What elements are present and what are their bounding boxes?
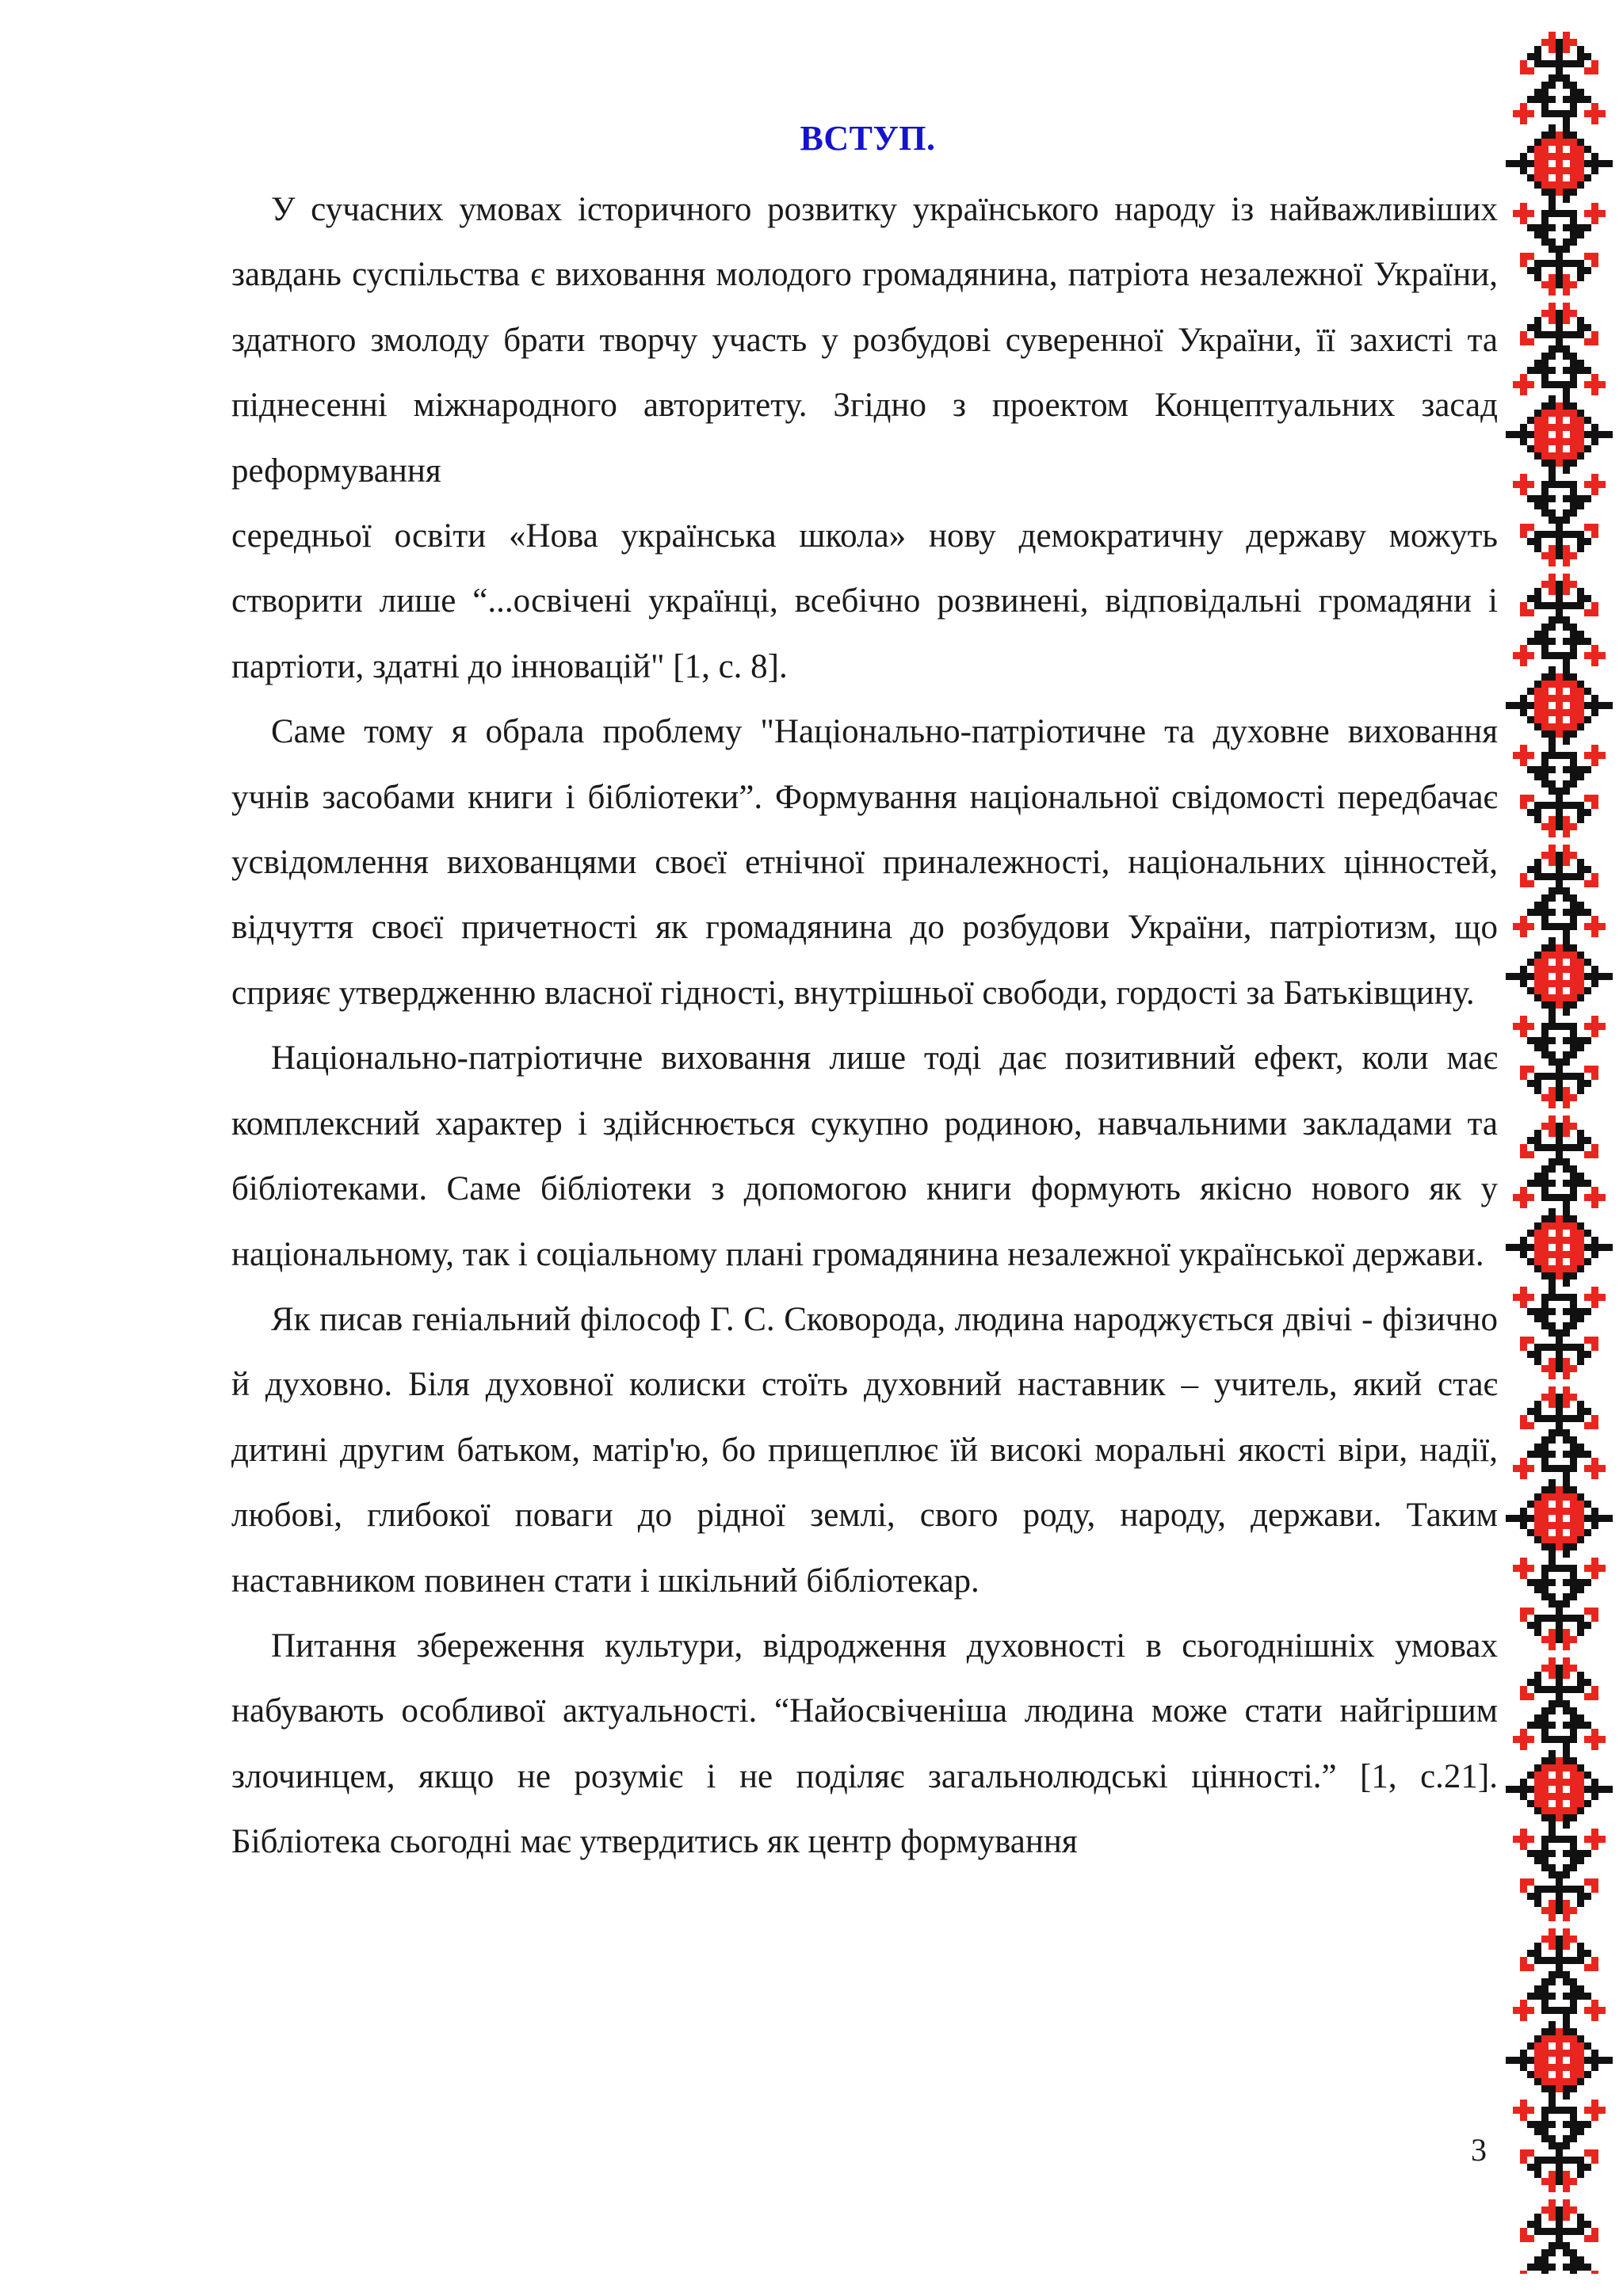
embroidery-motif — [1506, 1928, 1613, 2192]
embroidery-motif — [1506, 845, 1613, 1108]
paragraph-2: Саме тому я обрала проблему "Національно-патріотичне та духовне виховання учнів засобами книги і бібліотеки”. Формування національної свідомості передбачає усвідомлення вихованцями своєї етнічної приналежності, національних цінностей, відчуття своєї причетності як громадянина до розбудови України, патріотизм, що сприяє утвердженню власної гідності, внутрішньої свободи, гордості за Батьківщину. — [231, 713, 1498, 1012]
body-text — [231, 177, 1498, 1875]
embroidery-motif — [1506, 574, 1613, 837]
embroidery-motif — [1506, 303, 1613, 566]
page-title: ВСТУП. — [800, 119, 936, 158]
paragraph-5: Питання збереження культури, відродження духовності в сьогоднішніх умовах набувають особливої актуальності. “Найосвіченіша людина може стати найгіршим злочинцем, якщо не розуміє і не поділяє загальнолюдські цінності.” [1, с.21]. Бібліотека сьогодні має утвердитись як центр формування — [231, 1627, 1498, 1861]
embroidery-motif — [1506, 32, 1613, 296]
paragraph-1: У сучасних умовах історичного розвитку українського народу із найважливіших завдань суспільства є виховання молодого громадянина, патріота незалежної України, здатного змолоду брати творчу участь у розбудові суверенної України, її захисті та піднесенні міжнародного авторитету. Згідно з проектом Концептуальних засад реформування — [231, 191, 1498, 490]
embroidery-motif — [1520, 2199, 1598, 2274]
embroidery-motif — [1506, 1386, 1613, 1650]
page-number: 3 — [1471, 2132, 1487, 2168]
paragraph-1-continued: середньої освіти «Нова українська школа» нову демократичну державу можуть створити лише “...освічені українці, всебічно розвинені, відповідальні громадяни і партіоти, здатні до інновацій" [1, с. 8]. — [231, 517, 1498, 685]
embroidery-border-icon — [1504, 32, 1615, 2274]
paragraph-4: Як писав геніальний філософ Г. С. Сковорода, людина народжується двічі - фізично й духовно. Біля духовної колиски стоїть духовний наставник – учитель, який стає дитині другим батьком, матір'ю, бо прищеплює їй високі моральні якості віри, надії, любові, глибокої поваги до рідної землі, свого роду, народу, держави. Таким наставником повинен стати і шкільний бібліотекар. — [231, 1300, 1498, 1600]
paragraph-3: Національно-патріотичне виховання лише тоді дає позитивний ефект, коли має комплексний характер і здійснюється сукупно родиною, навчальними закладами та бібліотеками. Саме бібліотеки з допомогою книги формують якісно нового як у національному, так і соціальному плані громадянина незалежної української держави. — [231, 1039, 1498, 1273]
embroidery-motif — [1506, 1116, 1613, 1379]
embroidery-motif — [1506, 1657, 1613, 1921]
